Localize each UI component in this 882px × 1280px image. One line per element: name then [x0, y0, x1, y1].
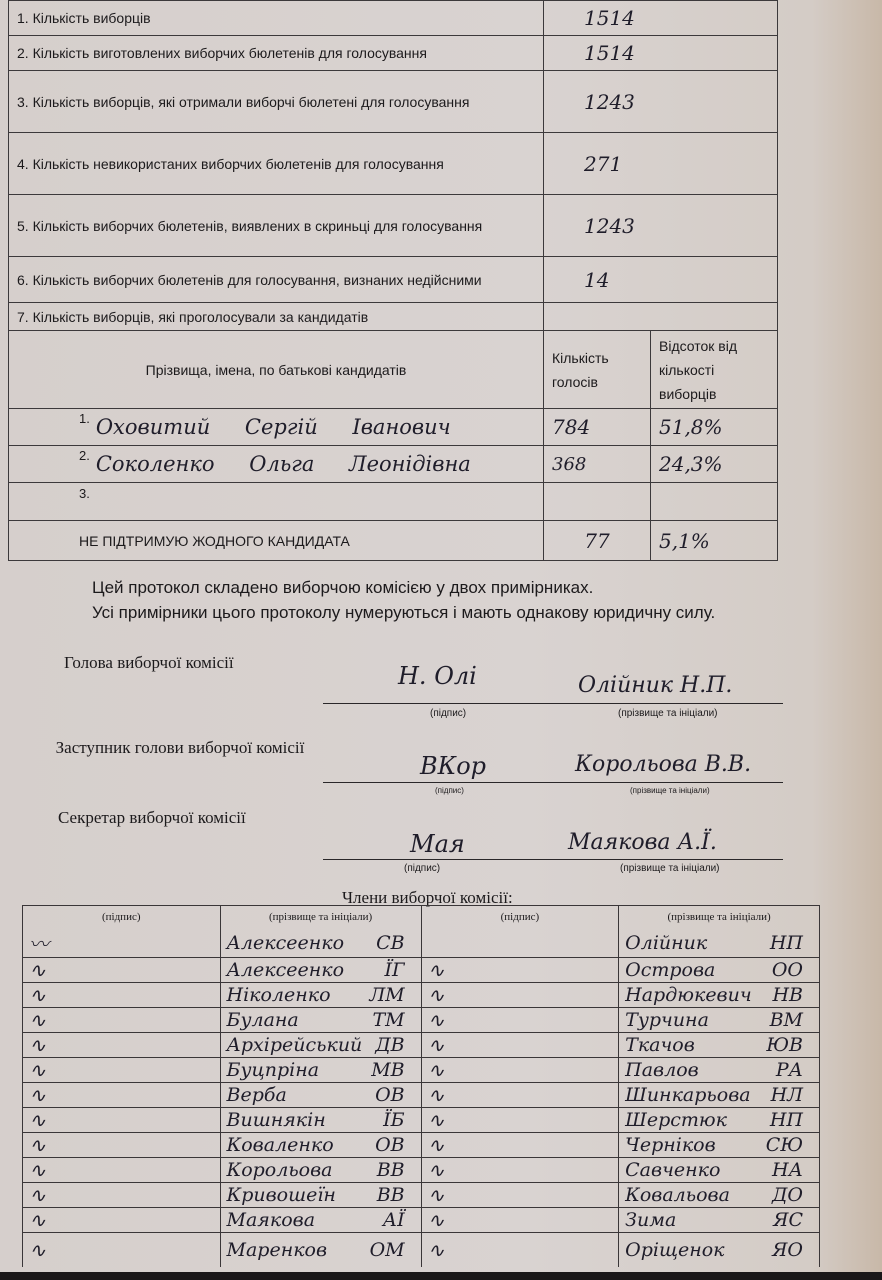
- member-row: ∿ Маякова АЇ ∿ Зима ЯС: [23, 1208, 820, 1233]
- photo-edge: [0, 1272, 882, 1280]
- none-candidate-row: [9, 521, 778, 561]
- member-row: ∿ Кривошеїн ВВ ∿ Ковальова ДО: [23, 1183, 820, 1208]
- percent-col-header: Відсоток від кількості виборців: [651, 331, 778, 409]
- member-row: ∿ Буцпріна МВ ∿ Павлов РА: [23, 1058, 820, 1083]
- candidate-percent: 51,8%: [651, 409, 778, 446]
- candidates-header: [9, 331, 778, 409]
- results-row: [9, 195, 778, 257]
- protocol-statement: Цей протокол складено виборчою комісією у двох примірниках. Усі примірники цього протоколу нумеруються і мають однакову юридичну силу.: [92, 578, 716, 622]
- member-row: ∿ Вишнякін ЇБ ∿ Шерстюк НП: [23, 1108, 820, 1133]
- results-row: [9, 133, 778, 195]
- row-label: 1. Кількість виборців: [17, 10, 151, 26]
- member-name: Алексеенко: [226, 931, 345, 954]
- candidate-name: Оховитий Сергій Іванович: [95, 415, 451, 439]
- candidate-row: 3.: [9, 483, 778, 521]
- votes-col-header: Кількість голосів: [544, 331, 651, 409]
- row-value: 1243: [544, 195, 778, 257]
- row-value: 1514: [544, 36, 778, 71]
- row-label: 6. Кількість виборчих бюлетенів для голосування, визнаних недійсними: [17, 271, 482, 288]
- member-signature: 〰: [23, 928, 221, 958]
- results-table: [8, 0, 778, 561]
- chair-signature-line: [323, 703, 783, 704]
- candidate-row: 2. Соколенко Ольга Леонідівна 368 24,3%: [9, 446, 778, 483]
- chair-signature: Н. Олі: [398, 662, 477, 690]
- row-label: 3. Кількість виборців, які отримали виборчі бюлетені для голосування: [17, 93, 470, 110]
- row-label: 7. Кількість виборців, які проголосували за кандидатів: [17, 308, 369, 325]
- results-row: [9, 36, 778, 71]
- candidate-votes: 784: [544, 409, 651, 446]
- candidate-votes: 368: [544, 446, 651, 483]
- member-row: ∿ Корольова ВВ ∿ Савченко НА: [23, 1158, 820, 1183]
- deputy-name: Корольова В.В.: [575, 752, 752, 777]
- none-votes: 77: [544, 521, 651, 561]
- members-title: Члени виборчої комісії:: [342, 888, 513, 907]
- row-label: 4. Кількість невикористаних виборчих бюлетенів для голосування: [17, 155, 444, 172]
- member-row: ∿ Маренков ОМ ∿ Оріщенок ЯО: [23, 1233, 820, 1267]
- secretary-signature-line: [323, 859, 783, 860]
- member-row: ∿ Верба ОВ ∿ Шинкарьова НЛ: [23, 1083, 820, 1108]
- row-value: 1514: [544, 1, 778, 36]
- chair-name: Олійник Н.П.: [578, 673, 733, 698]
- row-value: 1243: [544, 71, 778, 133]
- row-value: 14: [544, 257, 778, 303]
- member-row: ∿ Булана ТМ ∿ Турчина ВМ: [23, 1008, 820, 1033]
- member-row: ∿ Архірейський ДВ ∿ Ткачов ЮВ: [23, 1033, 820, 1058]
- row-label: 2. Кількість виготовлених виборчих бюлетенів для голосування: [17, 45, 427, 61]
- deputy-signature: ВКор: [420, 752, 487, 780]
- results-row: [9, 303, 778, 331]
- chair-role: Голова виборчої комісії: [64, 653, 234, 672]
- candidate-percent: 24,3%: [651, 446, 778, 483]
- none-label: НЕ ПІДТРИМУЮ ЖОДНОГО КАНДИДАТА: [9, 521, 544, 561]
- candidate-name: Соколенко Ольга Леонідівна: [95, 452, 471, 476]
- none-percent: 5,1%: [651, 521, 778, 561]
- secretary-name: Маякова А.Ї.: [568, 830, 717, 855]
- name-col-header: Прізвища, імена, по батькові кандидатів: [9, 331, 544, 409]
- member-row: ∿ Коваленко ОВ ∿ Черніков СЮ: [23, 1133, 820, 1158]
- row-label: 5. Кількість виборчих бюлетенів, виявлених в скриньці для голосування: [17, 217, 483, 234]
- row-value: 271: [544, 133, 778, 195]
- deputy-signature-line: [323, 782, 783, 783]
- secretary-signature: Мая: [410, 830, 465, 858]
- results-row: [9, 71, 778, 133]
- member-row: 〰 Алексеенко СВ Олійник НП: [23, 928, 820, 958]
- deputy-role: Заступник голови виборчої комісії: [55, 738, 305, 757]
- member-row: ∿ Алексеенко ЇГ ∿ Острова ОО: [23, 958, 820, 983]
- members-header: (підпис) (прізвище та ініціали) (підпис) (прізвище та ініціали): [23, 906, 820, 929]
- results-row: [9, 257, 778, 303]
- member-row: ∿ Ніколенко ЛМ ∿ Нардюкевич НВ: [23, 983, 820, 1008]
- secretary-role: Секретар виборчої комісії: [58, 808, 246, 827]
- member-name: Олійник: [625, 931, 708, 954]
- candidate-row: 1. Оховитий Сергій Іванович 784 51,8%: [9, 409, 778, 446]
- members-table: [22, 905, 820, 1267]
- results-row: [9, 1, 778, 36]
